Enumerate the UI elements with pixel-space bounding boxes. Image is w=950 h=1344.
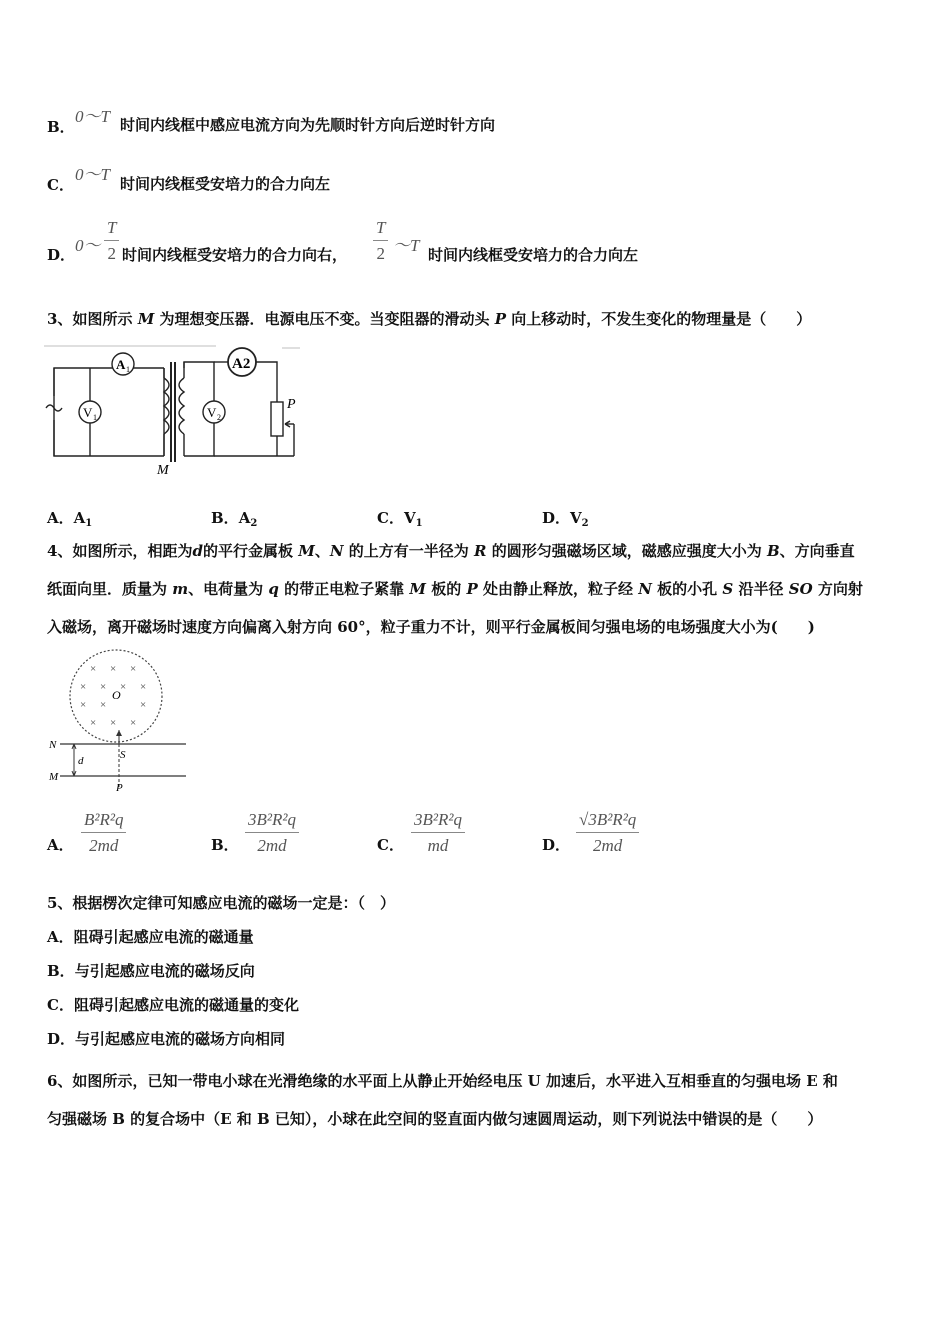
stem-var: P [494,310,507,328]
cross-mark: × [90,663,97,675]
fraction-numerator: 3B²R²q [245,810,299,833]
option-text: 阻碍引起感应电流的磁通量的变化 [73,996,299,1014]
rheostat [271,402,283,436]
q4-stem-line2 [47,578,863,600]
stem-text: 纸面向里．质量为 [47,580,168,598]
option-text: 时间内线框受安培力的合力向左 [120,175,331,193]
v1-label: V [83,405,93,420]
time-range: 0～T [75,107,110,126]
d-label: d [78,755,84,767]
cross-mark: × [80,699,87,711]
fraction-denominator: 2md [593,836,623,855]
q3-stem [47,308,811,330]
option-sub: 2 [581,518,589,529]
option-text: 阻碍引起感应电流的磁通量 [73,928,254,946]
fraction-denominator: 2md [257,836,287,855]
option-letter: B． [211,509,239,527]
fraction-denominator: md [427,836,449,855]
option-fraction [411,810,465,856]
primary-wire [54,368,164,456]
q4-option-b[interactable] [211,806,351,866]
option-letter: B． [47,118,75,136]
option-sub: 1 [85,518,93,529]
option-letter: A． [47,928,74,946]
time-range: 0～T [75,165,110,184]
cross-mark: × [100,681,107,693]
option-main: A [238,509,251,527]
option-text: 与引起感应电流的磁场反向 [74,962,255,980]
time-range-prefix: 0～ [75,236,101,255]
q4-option-d[interactable] [542,806,702,866]
stem-var: P [466,580,478,598]
option-text: 与引起感应电流的磁场方向相同 [75,1030,286,1048]
stem-var: M [409,580,426,598]
fraction-numerator: B²R²q [81,810,126,833]
v2-sub: 2 [217,413,221,422]
velocity-arrow [116,730,122,736]
option-text: 时间内线框中感应电流方向为先顺时针方向后逆时针方向 [120,116,496,134]
cross-mark: × [100,699,107,711]
q5-option-d[interactable] [47,1028,285,1050]
stem-text: 向上移动时，不发生变化的物理量是（ ） [511,310,812,328]
stem-text: 的带正电粒子紧靠 [284,580,405,598]
secondary-coil [179,378,184,434]
q4-stem-line3: 入磁场，离开磁场时速度方向偏离入射方向 60°，粒子重力不计，则平行金属板间匀强电场的电场强度大小为( ) [47,618,815,636]
option-letter: C． [47,176,74,194]
cross-mark: × [140,699,147,711]
q2-option-b[interactable] [47,102,647,138]
fraction-denominator: 2md [89,836,119,855]
option-letter: C． [47,996,74,1014]
v1-sub: 1 [93,413,97,422]
a1-label: A [116,357,126,372]
half-period-fraction [104,218,119,264]
transformer-circuit-figure [44,344,304,480]
stem-var: m [172,580,189,598]
cross-mark: × [120,681,127,693]
option-sub: 1 [415,518,423,529]
option-letter: D． [47,246,76,264]
a1-sub: 1 [126,365,130,374]
stem-text: 方向射 [817,580,863,598]
cross-mark: × [130,717,137,729]
stem-text: 、电荷量为 [188,580,264,598]
option-text-1: 时间内线框受安培力的合力向右， [122,246,348,264]
cross-mark: × [90,717,97,729]
stem-text: 如图所示 [72,310,133,328]
cross-mark: × [130,663,137,675]
stem-text: 、 [314,542,330,560]
option-letter: C． [377,509,404,527]
q3-option-b[interactable] [211,507,257,529]
q5-stem: 5、根据楞次定律可知感应电流的磁场一定是：（ ） [47,894,395,912]
stem-text: 板的 [431,580,462,598]
stem-var: M [137,310,155,328]
q6-stem-line2: 匀强磁场 B 的复合场中（E 和 B 已知），小球在此空间的竖直面内做匀速圆周运动，则下列说法中错误的是（ ） [47,1110,823,1128]
q4-options [47,806,747,866]
option-letter: B． [47,962,75,980]
stem-text: 、方向垂直 [779,542,855,560]
stem-var: q [268,580,279,598]
stem-text: 的圆形匀强磁场区域，磁感应强度大小为 [491,542,762,560]
option-sub: 2 [250,518,258,529]
stem-var: N [638,580,652,598]
option-main: V [403,509,416,527]
q5-option-b[interactable] [47,960,255,982]
q6-stem-line1: 6、如图所示，已知一带电小球在光滑绝缘的水平面上从静止开始经电压 U 加速后，水平进入互相垂直的匀强电场 E 和 [47,1072,838,1090]
option-fraction [576,810,639,856]
stem-var: S [722,580,734,598]
q2-option-d[interactable] [47,218,747,270]
stem-var: M [298,542,315,560]
stem-text: 沿半径 [738,580,784,598]
option-letter: D． [542,509,571,527]
option-main: A [73,509,86,527]
m-label: M [157,463,169,478]
question-number: 4、 [47,542,73,560]
p-label: P [116,782,123,794]
cross-mark: × [140,681,147,693]
m-label: M [49,771,59,783]
center-o-label: O [112,688,121,702]
option-letter: C． [377,836,404,854]
stem-text: 的平行金属板 [202,542,293,560]
q3-options [47,507,747,529]
stem-text: 的上方有一半径为 [348,542,469,560]
time-range-suffix: ～T [393,236,420,255]
primary-coil [164,378,169,434]
p-label: P [287,397,296,412]
option-letter: B． [211,836,239,854]
fraction-numerator: T [104,218,119,241]
stem-var: B [766,542,780,560]
cross-mark: × [110,663,117,675]
stem-text: 为理想变压器．电源电压不变。当变阻器的滑动头 [159,310,490,328]
v2-label: V [207,405,217,420]
option-text-2: 时间内线框受安培力的合力向左 [428,246,639,264]
q4-option-a[interactable] [47,806,187,866]
stem-text: 处由静止释放，粒子经 [482,580,633,598]
option-letter: A． [47,836,74,854]
stem-var: N [329,542,344,560]
stem-var: R [474,542,487,560]
q4-stem-line1 [47,540,855,562]
magnetic-field-figure [44,648,194,794]
q3-option-a[interactable] [47,507,92,529]
half-period-fraction-2 [373,218,388,264]
q3-option-c[interactable] [377,507,423,529]
option-main: V [570,509,582,527]
n-label: N [49,739,57,751]
option-letter: D． [542,836,571,854]
q4-option-c[interactable] [377,806,517,866]
s-label: S [120,749,126,761]
fraction-denominator: 2 [376,244,385,263]
fraction-numerator: 3B²R²q [411,810,465,833]
q5-option-c[interactable] [47,994,299,1016]
fraction-numerator: √3B²R²q [576,810,639,833]
cross-mark: × [80,681,87,693]
q2-option-c[interactable] [47,160,647,196]
cross-mark: × [110,717,117,729]
stem-var: d [192,542,203,560]
question-number: 3、 [47,310,73,328]
q5-option-a[interactable] [47,926,254,948]
fraction-denominator: 2 [107,244,116,263]
stem-text: 板的小孔 [657,580,718,598]
q3-option-d[interactable] [542,507,589,529]
stem-text: 如图所示，相距为 [72,542,193,560]
option-fraction [245,810,299,856]
option-letter: D． [47,1030,76,1048]
stem-var: SO [788,580,813,598]
option-letter: A． [47,509,74,527]
option-fraction [81,810,126,856]
fraction-numerator: T [373,218,388,241]
a2-label: A2 [232,356,251,372]
